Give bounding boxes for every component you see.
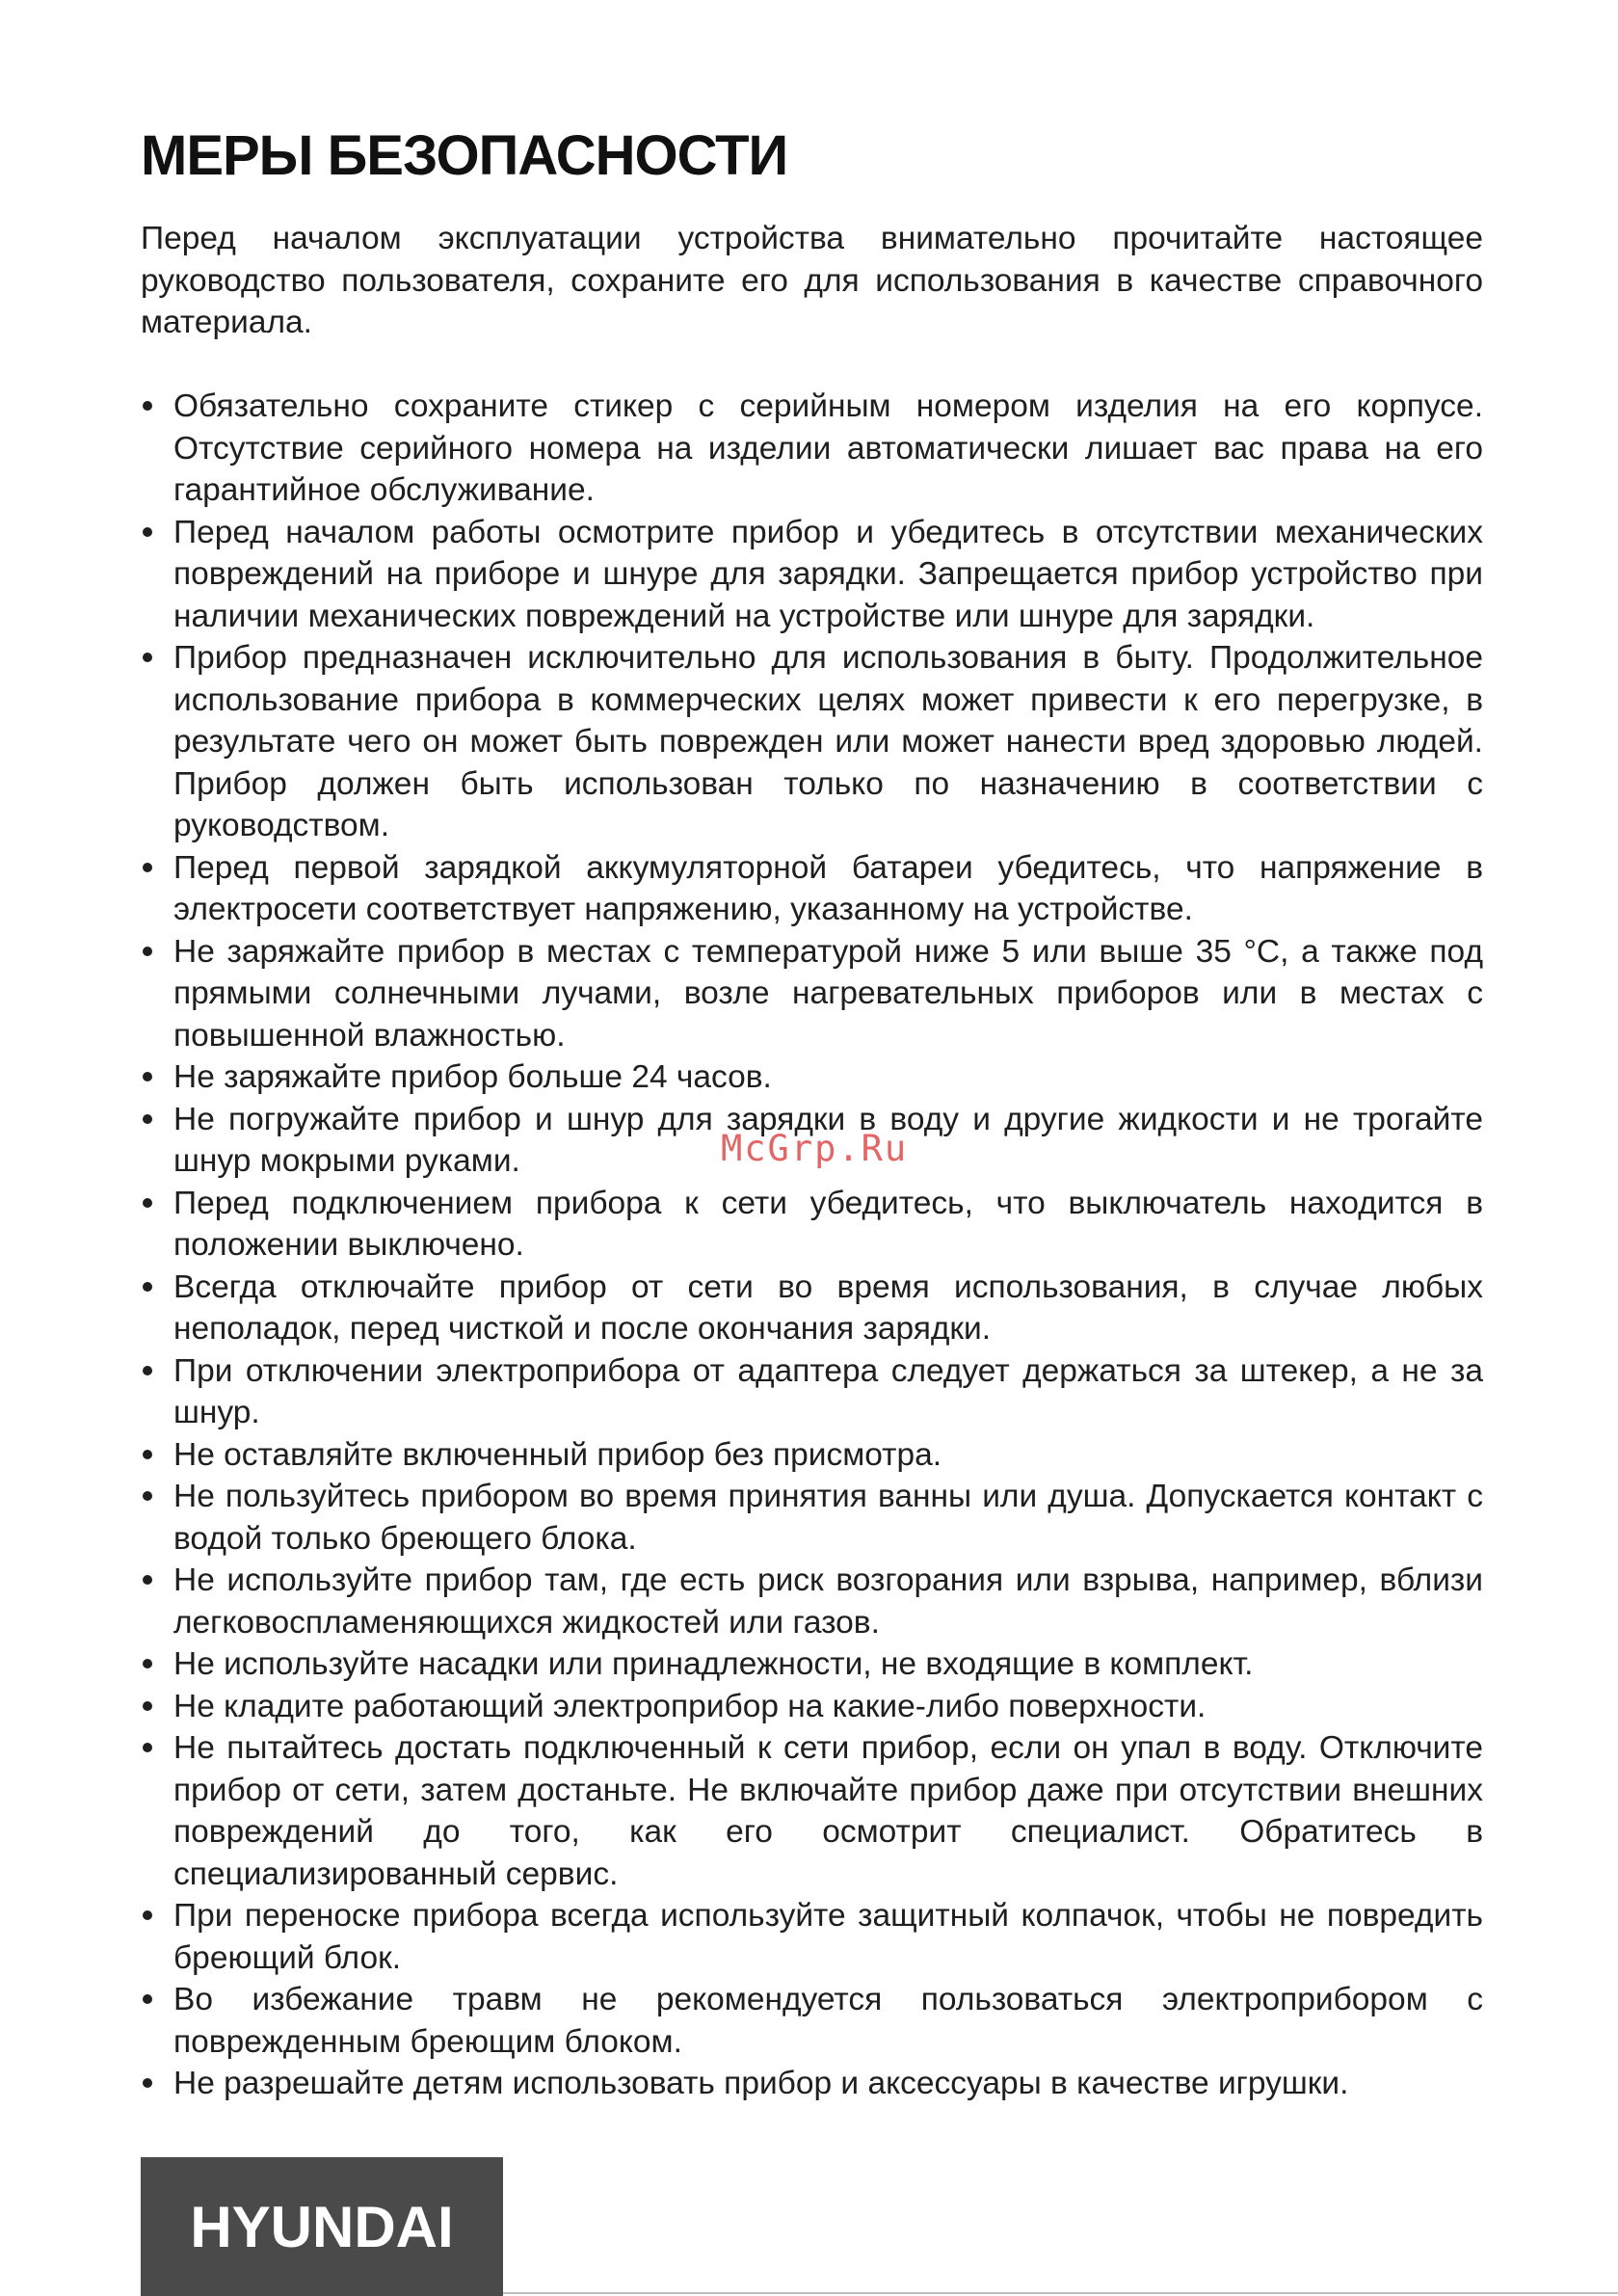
watermark: McGrp.Ru <box>721 1128 909 1169</box>
bullet-icon <box>143 1099 164 1141</box>
safety-rule-item <box>141 1979 1483 2063</box>
safety-rule-item <box>141 1267 1483 1350</box>
safety-rule-item <box>141 1686 1483 1728</box>
safety-rule-text: Не используйте прибор там, где есть риск возгорания или взрыва, например, вблизи легковоспламеняющихся жидкостей или газов. <box>173 1562 1483 1641</box>
bullet-icon <box>143 931 164 974</box>
safety-rule-text: Не оставляйте включенный прибор без присмотра. <box>173 1436 942 1473</box>
safety-rule-item <box>141 1056 1483 1099</box>
page-title: МЕРЫ БЕЗОПАСНОСТИ <box>141 124 788 187</box>
safety-rule-item <box>141 1183 1483 1267</box>
safety-rule-item <box>141 2063 1483 2105</box>
bullet-icon <box>143 1350 164 1393</box>
bullet-icon <box>143 1267 164 1309</box>
safety-rule-text: Не заряжайте прибор больше 24 часов. <box>173 1059 772 1095</box>
safety-rule-text: Не разрешайте детям использовать прибор и аксессуары в качестве игрушки. <box>173 2066 1349 2101</box>
safety-rule-item <box>141 386 1483 512</box>
bullet-icon <box>143 1727 164 1770</box>
safety-rule-item <box>141 1350 1483 1434</box>
safety-rule-text: Во избежание травм не рекомендуется пользоваться электроприбором с поврежденным бреющим блоком. <box>173 1982 1483 2060</box>
bullet-icon <box>143 2063 164 2105</box>
bullet-icon <box>143 637 164 680</box>
safety-rule-text: Не погружайте прибор и шнур для зарядки в воду и другие жидкости и не трогайте шнур мокрыми руками. <box>173 1101 1483 1179</box>
bullet-icon <box>143 1979 164 2021</box>
brand-logo-block <box>141 2157 503 2296</box>
safety-rule-text: Обязательно сохраните стикер с серийным номером изделия на его корпусе. Отсутствие серийного номера на изделии автоматически лишает вас права на его гарантийное обслуживание. <box>173 388 1483 508</box>
safety-rule-item <box>141 847 1483 931</box>
bullet-icon <box>143 1183 164 1225</box>
safety-rule-item <box>141 931 1483 1057</box>
bullet-icon <box>143 1686 164 1728</box>
safety-rule-item <box>141 1434 1483 1477</box>
safety-rules-list <box>141 386 1483 2105</box>
safety-rule-text: Не кладите работающий электроприбор на какие-либо поверхности. <box>173 1688 1207 1724</box>
safety-rule-text: Прибор предназначен исключительно для использования в быту. Продолжительное использование прибора в коммерческих целях может привести к его перегрузке, в результате чего он может быть поврежден или может нанести вред здоровью людей. Прибор должен быть использован только по назначению в соответствии с руководством. <box>173 640 1483 843</box>
bullet-icon <box>143 386 164 428</box>
safety-rule-item <box>141 1643 1483 1686</box>
safety-rule-text: Не заряжайте прибор в местах с температурой ниже 5 или выше 35 °С, а также под прямыми солнечными лучами, возле нагревательных приборов или в местах с повышенной влажностью. <box>173 933 1483 1054</box>
bullet-icon <box>143 1476 164 1518</box>
safety-rule-item <box>141 512 1483 638</box>
safety-rule-text: Перед первой зарядкой аккумуляторной батареи убедитесь, что напряжение в электросети соответствует напряжению, указанному на устройстве. <box>173 849 1483 927</box>
safety-rule-item <box>141 637 1483 847</box>
footer-divider <box>503 2292 1618 2294</box>
bullet-icon <box>143 1056 164 1099</box>
intro-paragraph: Перед началом эксплуатации устройства внимательно прочитайте настоящее руководство пользователя, сохраните его для использования в качестве справочного материала. <box>141 221 1483 340</box>
bullet-icon <box>143 512 164 554</box>
safety-rule-text: Перед подключением прибора к сети убедитесь, что выключатель находится в положении выключено. <box>173 1185 1483 1263</box>
brand-logo: HYUNDAI <box>190 2194 454 2259</box>
bullet-icon <box>143 1895 164 1937</box>
safety-rule-item <box>141 1895 1483 1979</box>
safety-rule-text: Не используйте насадки или принадлежности, не входящие в комплект. <box>173 1646 1254 1682</box>
safety-rule-item <box>141 1727 1483 1895</box>
bullet-icon <box>143 1643 164 1686</box>
bullet-icon <box>143 1434 164 1477</box>
safety-rule-text: При переноске прибора всегда используйте защитный колпачок, чтобы не повредить бреющий блок. <box>173 1898 1483 1976</box>
safety-rule-text: Не пытайтесь достать подключенный к сети прибор, если он упал в воду. Отключите прибор от сети, затем достаньте. Не включайте прибор даже при отсутствии внешних повреждений до того, как его осмотрит специалист. Обратитесь в специализированный сервис. <box>173 1730 1483 1892</box>
safety-rule-text: Перед началом работы осмотрите прибор и убедитесь в отсутствии механических повреждений на приборе и шнуре для зарядки. Запрещается прибор устройство при наличии механических повреждений на устройстве или шнуре для зарядки. <box>173 514 1483 634</box>
safety-rule-text: Всегда отключайте прибор от сети во время использования, в случае любых неполадок, перед чисткой и после окончания зарядки. <box>173 1268 1483 1347</box>
bullet-icon <box>143 1560 164 1602</box>
safety-rule-text: Не пользуйтесь прибором во время принятия ванны или душа. Допускается контакт с водой только бреющего блока. <box>173 1479 1483 1557</box>
safety-rule-text: При отключении электроприбора от адаптера следует держаться за штекер, а не за шнур. <box>173 1352 1483 1430</box>
safety-rule-item <box>141 1560 1483 1643</box>
bullet-icon <box>143 847 164 890</box>
safety-rule-item <box>141 1476 1483 1560</box>
